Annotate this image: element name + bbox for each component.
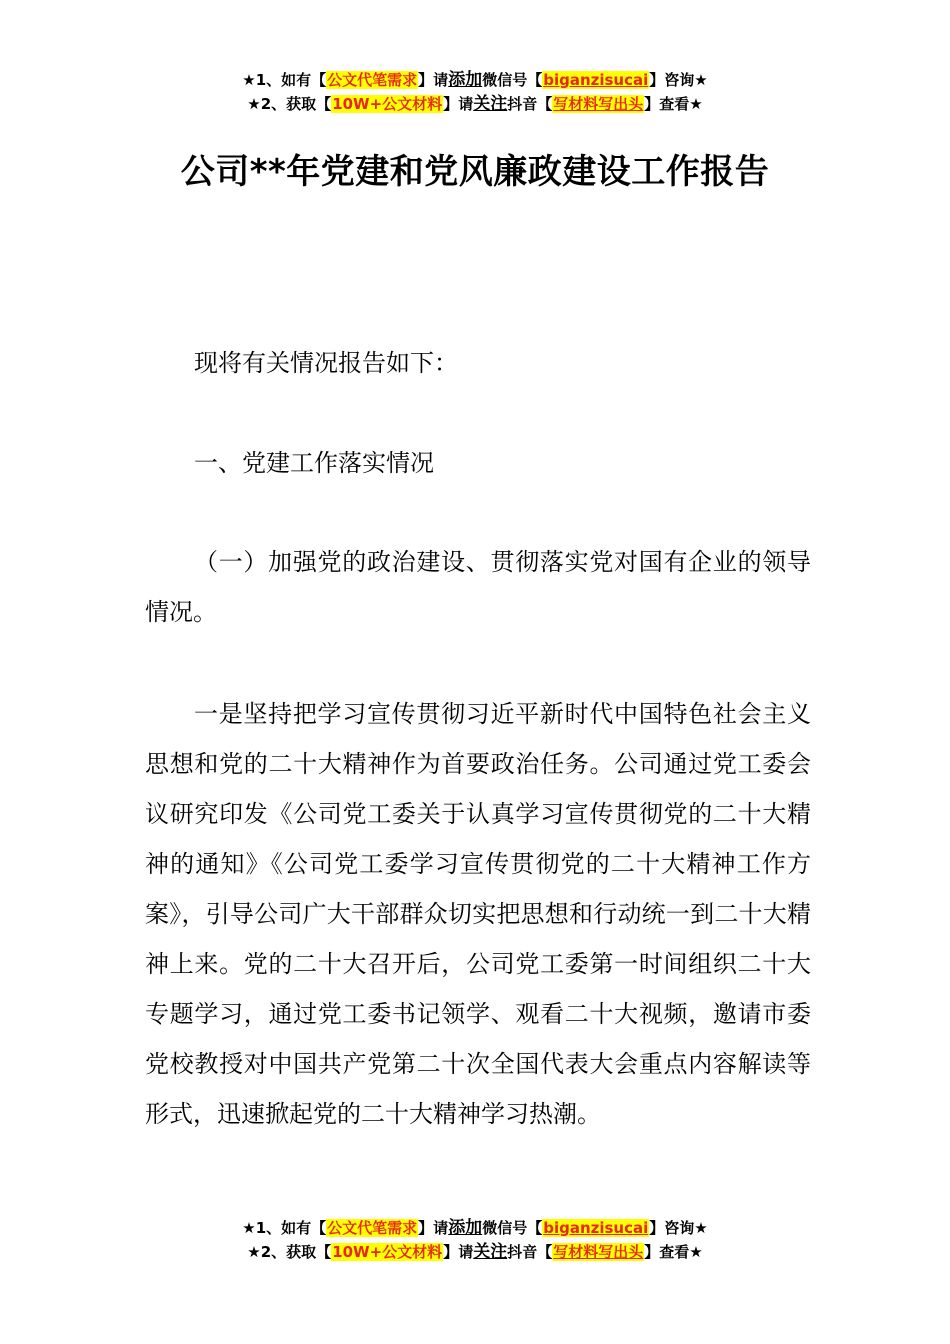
star-icon: ★: [689, 1243, 703, 1261]
document-title: 公司**年党建和党风廉政建设工作报告: [180, 152, 770, 192]
promo-text: 微信号【: [482, 71, 543, 89]
emphasis-text: 添加: [448, 1218, 483, 1238]
paragraph-body: 一是坚持把学习宣传贯彻习近平新时代中国特色社会主义思想和党的二十大精神作为首要政治任务。公司通过党工委会议研究印发《公司党工委关于认真学习宣传贯彻党的二十大精神的通知》《公司党工委学习宣传贯彻党的二十大精神工作方案》，引导公司广大干部群众切实把思想和行动统一到二十大精神上来。党的二十大召开后，公司党工委第一时间组织二十大专题学习，通过党工委书记领学、观看二十大视频，邀请市委党校教授对中国共产党第二十次全国代表大会重点内容解读等形式，迅速掀起党的二十大精神学习热潮。: [145, 700, 811, 1128]
promo-text: 】请: [418, 71, 449, 89]
promo-banner-top: [0, 68, 950, 116]
star-icon: ★: [694, 71, 708, 89]
promo-text: 】查看: [644, 95, 690, 113]
promo-text: 2、获取【: [260, 95, 332, 113]
emphasis-text: 关注: [473, 94, 508, 114]
promo-line-1: [0, 68, 950, 92]
emphasis-text: 关注: [473, 1242, 508, 1262]
promo-line-2: [0, 1240, 950, 1264]
star-icon: ★: [242, 71, 256, 89]
star-icon: ★: [247, 95, 261, 113]
promo-text: 1、如有【: [255, 71, 327, 89]
paragraph-intro: 现将有关情况报告如下：: [194, 349, 458, 377]
highlight-service: 公文代笔需求: [327, 1219, 418, 1237]
star-icon: ★: [694, 1219, 708, 1237]
highlight-douyin-account: 写材料写出头: [553, 95, 644, 113]
promo-line-2: [0, 92, 950, 116]
highlight-materials: 10W+公文材料: [332, 95, 443, 113]
promo-text: 抖音【: [507, 95, 553, 113]
promo-text: 】请: [443, 1243, 474, 1261]
promo-line-1: [0, 1216, 950, 1240]
promo-text: 2、获取【: [260, 1243, 332, 1261]
highlight-service: 公文代笔需求: [327, 71, 418, 89]
star-icon: ★: [242, 1219, 256, 1237]
promo-text: 抖音【: [507, 1243, 553, 1261]
star-icon: ★: [247, 1243, 261, 1261]
highlight-wechat-id: biganzisucai: [543, 1219, 649, 1237]
subsection-heading: （一）加强党的政治建设、贯彻落实党对国有企业的领导情况。: [145, 548, 811, 626]
star-icon: ★: [689, 95, 703, 113]
section-heading: 一、党建工作落实情况: [194, 449, 434, 477]
promo-text: 】咨询: [649, 1219, 695, 1237]
promo-text: 微信号【: [482, 1219, 543, 1237]
highlight-douyin-account: 写材料写出头: [553, 1243, 644, 1261]
promo-text: 】查看: [644, 1243, 690, 1261]
promo-text: 】咨询: [649, 71, 695, 89]
promo-banner-bottom: [0, 1216, 950, 1264]
highlight-materials: 10W+公文材料: [332, 1243, 443, 1261]
promo-text: 】请: [443, 95, 474, 113]
promo-text: 】请: [418, 1219, 449, 1237]
emphasis-text: 添加: [448, 70, 483, 90]
promo-text: 1、如有【: [255, 1219, 327, 1237]
highlight-wechat-id: biganzisucai: [543, 71, 649, 89]
